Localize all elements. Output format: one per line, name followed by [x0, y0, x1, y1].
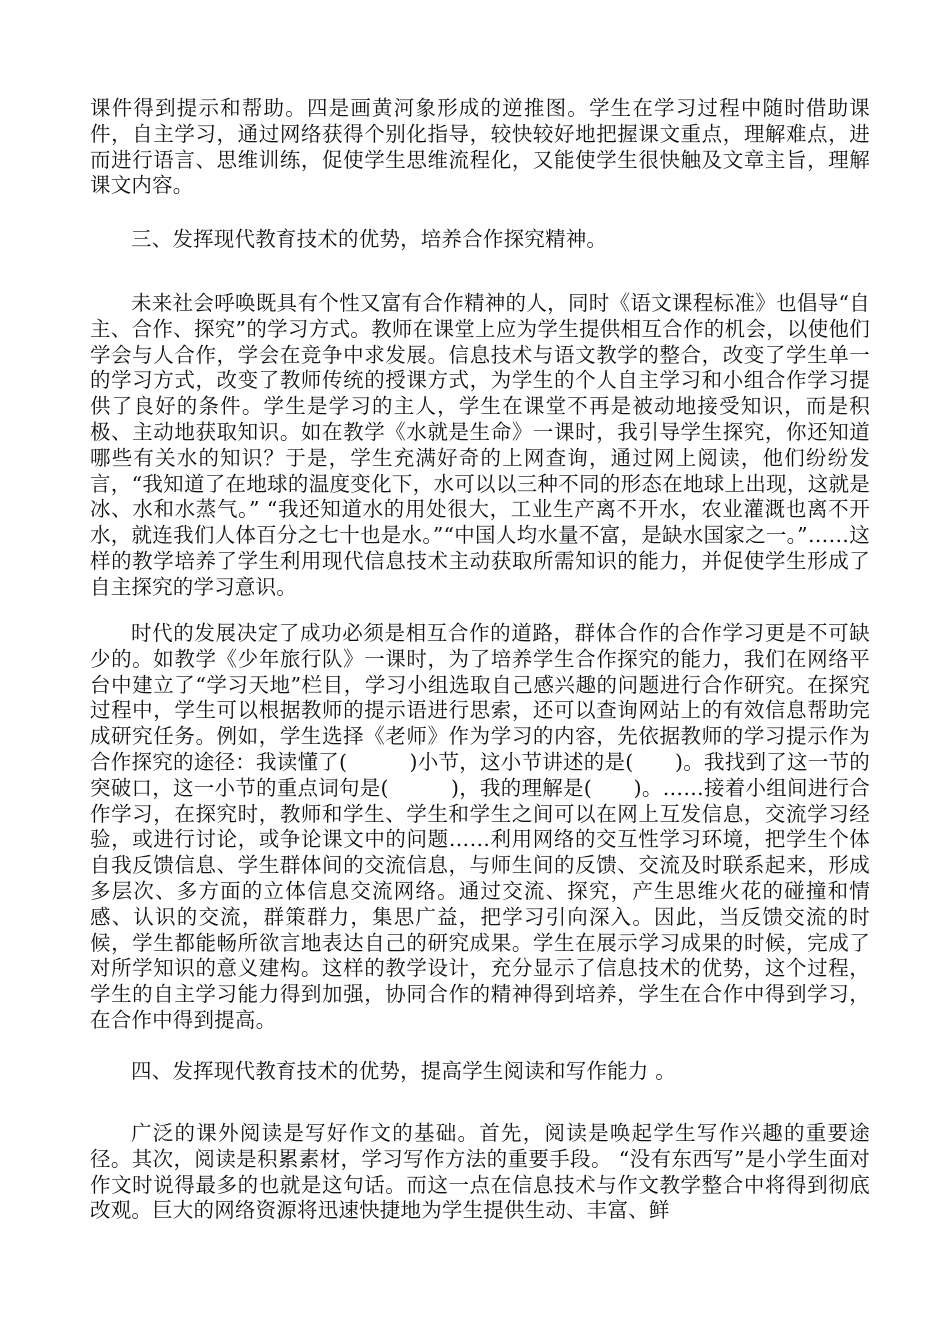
section-heading-three: 三、发挥现代教育技术的优势，培养合作探究精神。 [131, 227, 608, 251]
paragraph-reading-writing: 广泛的课外阅读是写好作文的基础。首先，阅读是唤起学生写作兴趣的重要途径。其次，阅读是积累素材，学习写作方法的重要手段。 “没有东西写”是小学生面对作文时说得最多的也就是这句话。而这一点在信息技术与作文教学整合中将得到彻底改观。巨大的网络资源将迅速快捷地为学生提供生动、丰富、鲜 [90, 1121, 870, 1223]
paragraph-group-learning: 时代的发展决定了成功必须是相互合作的道路，群体合作的合作学习更是不可缺少的。如教学《少年旅行队》一课时，为了培养学生合作探究的能力，我们在网络平台中建立了“学习天地”栏目，学习小组选取自己感兴趣的问题进行合作研究。在探究过程中，学生可以根据教师的提示语进行思索，还可以查询网站上的有效信息帮助完成研究任务。例如，学生选择《老师》作为学习的内容，先依据教师的学习提示作为合作探究的途径：我读懂了( )小节，这小节讲述的是( )。我找到了这一节的突破口，这一小节的重点词句是( )，我的理解是( )。……接着小组间进行合作学习，在探究时，教师和学生、学生和学生之间可以在网上互发信息，交流学习经验，或进行讨论，或争论课文中的问题……利用网络的交互性学习环境，把学生个体自我反馈信息、学生群体间的交流信息，与师生间的反馈、交流及时联系起来，形成多层次、多方面的立体信息交流网络。通过交流、探究，产生思维火花的碰撞和情感、认识的交流，群策群力，集思广益，把学习引向深入。因此，当反馈交流的时候，学生都能畅所欲言地表达自己的研究成果。学生在展示学习成果的时候，完成了对所学知识的意义建构。这样的教学设计，充分显示了信息技术的优势，这个过程，学生的自主学习能力得到加强，协同合作的精神得到培养，学生在合作中得到学习，在合作中得到提高。 [90, 621, 870, 1032]
section-heading-four: 四、发挥现代教育技术的优势，提高学生阅读和写作能力 。 [131, 1059, 676, 1083]
paragraph-cooperative-learning: 未来社会呼唤既具有个性又富有合作精神的人，同时《语文课程标准》也倡导“自主、合作、探究”的学习方式。教师在课堂上应为学生提供相互合作的机会，以使他们学会与人合作，学会在竞争中求发展。信息技术与语文教学的整合，改变了学生单一的学习方式，改变了教师传统的授课方式，为学生的个人自主学习和小组合作学习提供了良好的条件。学生是学习的主人，学生在课堂不再是被动地接受知识，而是积极、主动地获取知识。如在教学《水就是生命》一课时，我引导学生探究，你还知道哪些有关水的知识？于是，学生充满好奇的上网查询，通过网上阅读，他们纷纷发言，“我知道了在地球的温度变化下，水可以以三种不同的形态在地球上出现，这就是冰、水和水蒸气。” “我还知道水的用处很大，工业生产离不开水，农业灌溉也离不开水，就连我们人体百分之七十也是水。”“中国人均水量不富，是缺水国家之一。”……这样的教学培养了学生利用现代信息技术主动获取所需知识的能力，并促使学生形成了自主探究的学习意识。 [90, 291, 870, 599]
paragraph-continuation: 课件得到提示和帮助。四是画黄河象形成的逆推图。学生在学习过程中随时借助课件，自主学习，通过网络获得个别化指导，较快较好地把握课文重点，理解难点，进而进行语言、思维训练，促使学生思维流程化，又能使学生很快触及文章主旨，理解课文内容。 [90, 96, 870, 198]
